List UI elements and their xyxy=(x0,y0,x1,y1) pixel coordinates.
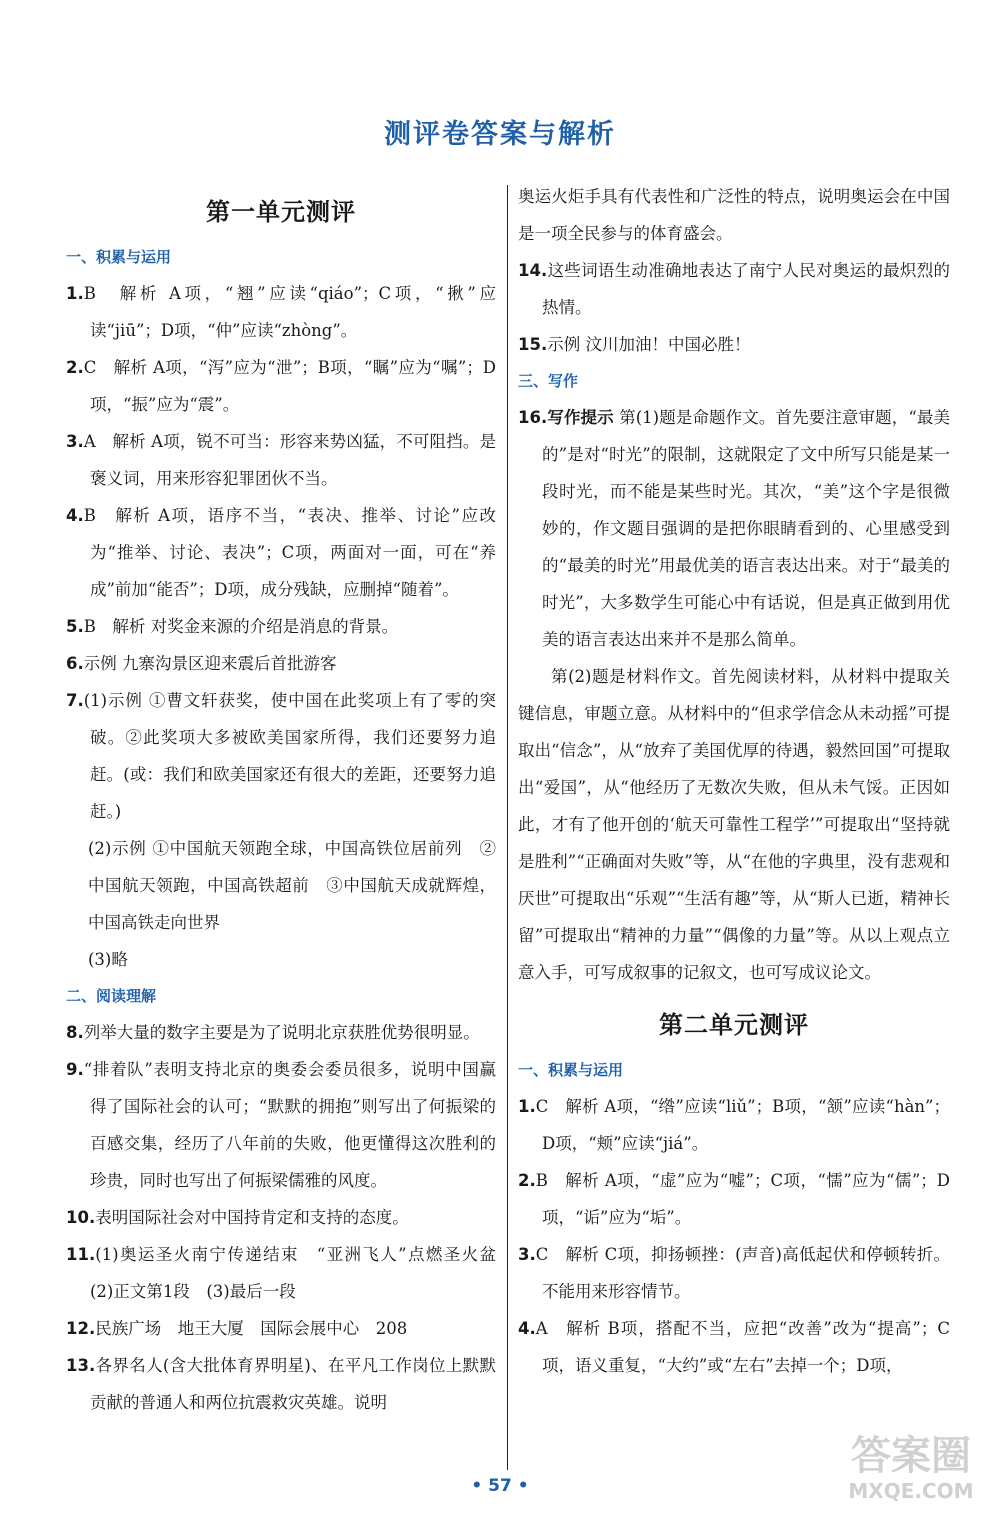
item-number: 5. xyxy=(66,617,84,636)
item-number: 1. xyxy=(518,1097,536,1116)
item-body: 各界名人(含大批体育界明星)、在平凡工作岗位上默默贡献的普通人和两位抗震救灾英雄。说明 xyxy=(90,1356,496,1412)
answer-item-11 xyxy=(66,1236,513,1310)
item-body: B 解析 A项，语序不当，“表决、推举、讨论”应改为“推举、讨论、表决”；C项，两面对一面，可在“养成”前加“能否”；D项，成分残缺，应删掉“随着”。 xyxy=(83,506,496,599)
unit-1-title: 第一单元测评 xyxy=(206,198,356,226)
item-body: C 解析 A项，“绺”应读“liǔ”；B项，“颔”应读“hàn”；D项，“颊”应读“jiá”。 xyxy=(535,1097,950,1153)
answer-item-8 xyxy=(66,1014,496,1051)
item-number: 11. xyxy=(66,1245,96,1264)
item-number: 4. xyxy=(518,1319,536,1338)
answer-item-16 xyxy=(518,399,950,658)
item-body: C 解析 C项，抑扬顿挫：(声音)高低起伏和停顿转折。不能用来形容情节。 xyxy=(535,1245,950,1301)
right-column xyxy=(518,178,950,1384)
answer-item-13 xyxy=(66,1347,496,1421)
item-body: 示例 九寨沟景区迎来震后首批游客 xyxy=(83,654,337,673)
answer-item-2 xyxy=(66,349,496,423)
section-heading-accumulation: 一、积累与运用 xyxy=(66,248,172,266)
section-heading-reading: 二、阅读理解 xyxy=(66,987,157,1005)
answer-item-13-continued: 奥运火炬手具有代表性和广泛性的特点，说明奥运会在中国是一项全民参与的体育盛会。 xyxy=(518,187,950,243)
item-body: 民族广场 地王大厦 国际会展中心 208 xyxy=(95,1319,408,1338)
item-number: 2. xyxy=(518,1171,536,1190)
item-body: (1)奥运圣火南宁传递结束 “亚洲飞人”点燃圣火盆 (2)正文第1段 (3)最后一段 xyxy=(90,1245,513,1301)
item-body: (1)示例 ①曹文轩获奖，使中国在此奖项上有了零的突破。②此奖项大多被欧美国家所得，我们还要努力追赶。(或：我们和欧美国家还有很大的差距，还要努力追赶。) xyxy=(83,691,496,821)
item-number: 3. xyxy=(66,432,84,451)
item-number: 9. xyxy=(66,1060,84,1079)
item-number: 10. xyxy=(66,1208,96,1227)
unit2-answer-item-3 xyxy=(518,1236,950,1310)
item-body: A 解析 B项，搭配不当，应把“改善”改为“提高”；C项，语义重复，“大约”或“左右”去掉一个；D项， xyxy=(535,1319,950,1375)
unit2-answer-item-2 xyxy=(518,1162,950,1236)
answer-item-7-part-2: (2)示例 ①中国航天领跑全球，中国高铁位居前列 ②中国航天领跑，中国高铁超前 ③中国航天成就辉煌，中国高铁走向世界 xyxy=(88,839,496,932)
unit2-answer-item-1 xyxy=(518,1088,950,1162)
item-number: 3. xyxy=(518,1245,536,1264)
item-number: 6. xyxy=(66,654,84,673)
page-title: 测评卷答案与解析 xyxy=(384,119,616,150)
answer-item-7 xyxy=(66,682,496,830)
answer-item-15 xyxy=(518,326,950,363)
item-number: 8. xyxy=(66,1023,84,1042)
item-body: A 解析 A项，锐不可当：形容来势凶猛，不可阻挡。是褒义词，用来形容犯罪团伙不当。 xyxy=(83,432,496,488)
answer-item-14 xyxy=(518,252,950,326)
answer-item-16-part-2: 第(2)题是材料作文。首先阅读材料，从材料中提取关键信息，审题立意。从材料中的“但求学信念从未动摇”可提取出“信念”，从“放弃了美国优厚的待遇，毅然回国”可提取出“爱国”，从“他经历了无数次失败，但从未气馁。正因如此，才有了他开创的‘航天可靠性工程学’”可提取出“坚持就是胜利”“正确面对失败”等，从“在他的字典里，没有悲观和厌世”可提取出“乐观”“生活有趣”等，从“斯人已逝，精神长留”可提取出“精神的力量”“偶像的力量”等。从以上观点立意入手，可写成叙事的记叙文，也可写成议论文。 xyxy=(518,667,950,982)
item-body: B 解析 A项，“翘”应读“qiáo”；C项，“揪”应读“jiū”；D项，“仲”应读“zhòng”。 xyxy=(83,284,496,340)
item-number: 2. xyxy=(66,358,84,377)
watermark-text: 答案圈 xyxy=(851,1433,971,1479)
page-number: • 57 • xyxy=(471,1476,529,1496)
item-number: 14. xyxy=(518,261,548,280)
item-number: 7. xyxy=(66,691,84,710)
answer-item-12 xyxy=(66,1310,496,1347)
answer-item-5 xyxy=(66,608,496,645)
answer-item-4 xyxy=(66,497,496,608)
section-heading-writing: 三、写作 xyxy=(518,372,579,390)
answer-item-3 xyxy=(66,423,496,497)
column-divider xyxy=(507,185,508,1470)
watermark-url: MXQE.COM xyxy=(848,1479,974,1503)
item-number: 15. xyxy=(518,335,548,354)
item-body: 示例 汶川加油！中国必胜！ xyxy=(547,335,751,354)
item-body: B 解析 A项，“虚”应为“嘘”；C项，“懦”应为“儒”；D项，“诟”应为“垢”。 xyxy=(535,1171,950,1227)
item-body: “排着队”表明支持北京的奥委会委员很多，说明中国赢得了国际社会的认可；“默默的拥抱”则写出了何振梁的百感交集，经历了八年前的失败，他更懂得这次胜利的珍贵，同时也写出了何振梁儒雅的风度。 xyxy=(83,1060,496,1190)
answer-item-7-part-3: (3)略 xyxy=(88,950,128,969)
item-number: 12. xyxy=(66,1319,96,1338)
answer-item-1 xyxy=(66,275,496,349)
item-body: 列举大量的数字主要是为了说明北京获胜优势很明显。 xyxy=(83,1023,480,1042)
item-body: 这些词语生动准确地表达了南宁人民对奥运的最炽烈的热情。 xyxy=(542,261,950,317)
item-body: C 解析 A项，“泻”应为“泄”；B项，“瞩”应为“嘱”；D项，“振”应为“震”。 xyxy=(83,358,496,414)
unit-2-title: 第二单元测评 xyxy=(659,1011,809,1039)
item-number: 13. xyxy=(66,1356,96,1375)
item-number: 1. xyxy=(66,284,84,303)
item-number: 16. xyxy=(518,408,548,427)
item-body: B 解析 对奖金来源的介绍是消息的背景。 xyxy=(83,617,399,636)
item-body: 第(1)题是命题作文。首先要注意审题，“最美的”是对“时光”的限制，这就限定了文中所写只能是某一段时光，而不能是某些时光。其次，“美”这个字是很微妙的，作文题目强调的是把你眼睛看到的、心里感受到的“最美的时光”用最优美的语言表达出来。对于“最美的时光”，大多数学生可能心中有话说，但是真正做到用优美的语言表达出来并不是那么简单。 xyxy=(542,408,950,649)
unit2-answer-item-4 xyxy=(518,1310,950,1384)
left-column xyxy=(66,186,513,1421)
item-keyword: 写作提示 xyxy=(547,408,614,427)
answer-item-6 xyxy=(66,645,496,682)
item-body: 表明国际社会对中国持肯定和支持的态度。 xyxy=(95,1208,409,1227)
answer-item-10 xyxy=(66,1199,496,1236)
answer-item-9 xyxy=(66,1051,496,1199)
section-heading-unit2-accumulation: 一、积累与运用 xyxy=(518,1061,624,1079)
item-number: 4. xyxy=(66,506,84,525)
watermark-logo xyxy=(836,1433,986,1513)
